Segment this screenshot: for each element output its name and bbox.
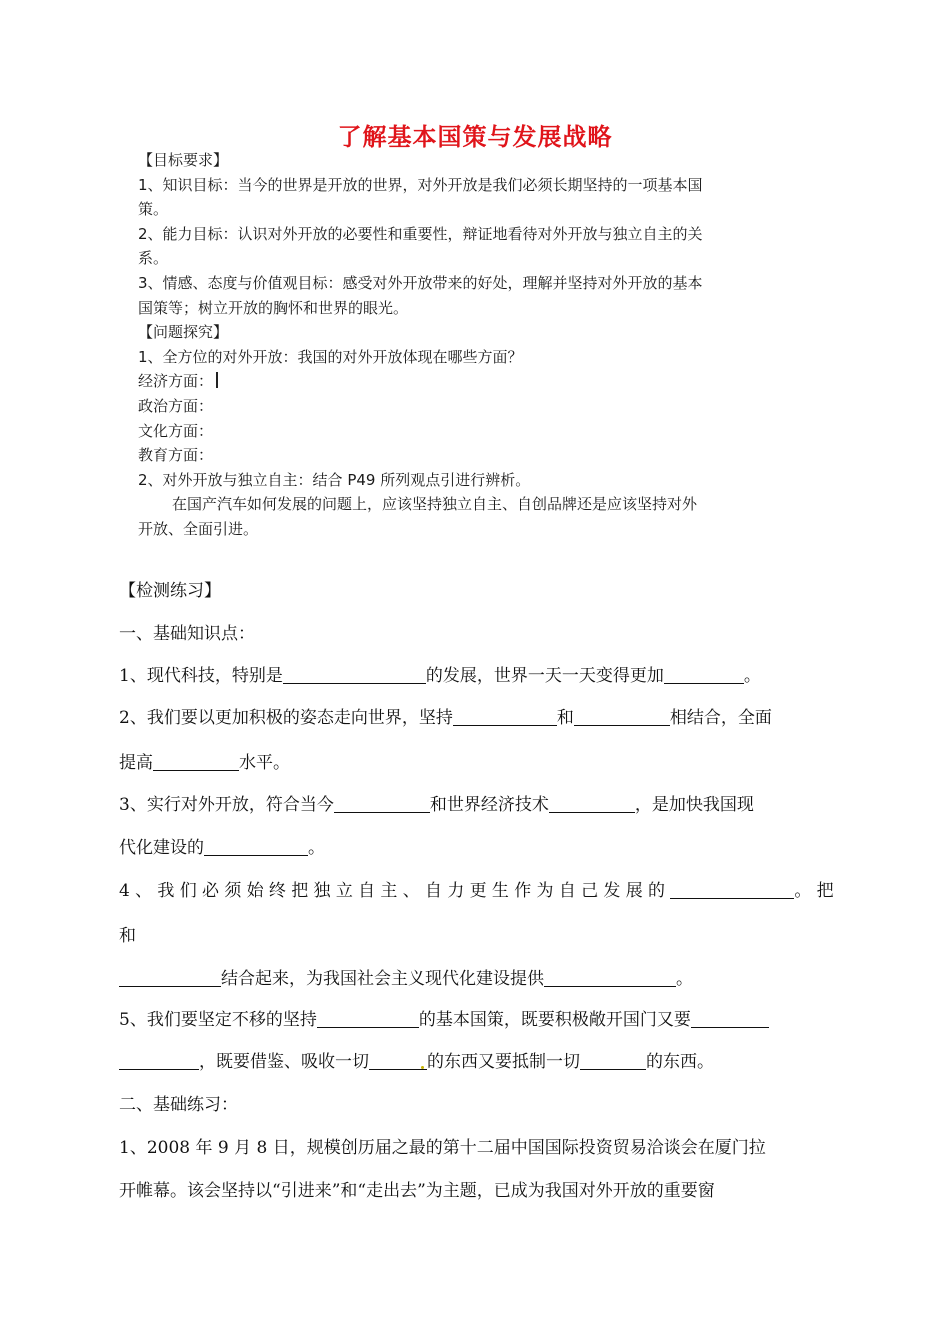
blank-field[interactable] xyxy=(691,1009,769,1028)
test-header: 【检测练习】 xyxy=(119,581,221,601)
item-1-text: 的发展，世界一天一天变得更加 xyxy=(425,666,664,686)
stray-dot-icon xyxy=(421,1066,424,1069)
goal-attitude: 3、情感、态度与价值观目标：感受对外开放带来的好处，理解并坚持对外开放的基本 xyxy=(138,273,703,292)
item-1-text: 1、现代科技，特别是 xyxy=(119,666,283,686)
item-5-text: 的基本国策，既要积极敞开国门又要 xyxy=(418,1010,691,1030)
economy-line xyxy=(138,369,768,394)
item-3-text: ，是加快我国现 xyxy=(634,795,754,815)
item-3 xyxy=(119,790,754,815)
item-4-and: 和 xyxy=(119,926,136,946)
item-1 xyxy=(119,661,761,686)
question-2-detail-cont: 开放、全面引进。 xyxy=(138,519,259,538)
item-2-text: 2、我们要以更加积极的姿态走向世界，坚持 xyxy=(119,708,453,728)
item-2-text: 和 xyxy=(556,708,574,728)
goal-attitude-cont: 国策等；树立开放的胸怀和世界的眼光。 xyxy=(138,298,409,317)
blank-field[interactable] xyxy=(574,707,670,726)
goal-knowledge-cont: 策。 xyxy=(138,200,169,219)
blank-field[interactable] xyxy=(334,794,430,813)
culture-label: 文化方面： xyxy=(138,421,214,440)
item-5-text: ，既要借鉴、吸收一切 xyxy=(199,1052,369,1072)
item-3-text: 。 xyxy=(308,838,325,858)
education-label: 教育方面： xyxy=(138,446,214,465)
section-basic-practice: 二、基础练习： xyxy=(119,1095,238,1115)
item-5-cont xyxy=(119,1047,714,1072)
question-2: 2、对外开放与独立自主：结合 P49 所列观点引进行辨析。 xyxy=(138,470,531,489)
blank-field[interactable] xyxy=(580,1051,646,1070)
blank-field[interactable] xyxy=(369,1051,427,1070)
goal-ability-cont: 系。 xyxy=(138,249,169,268)
goal-ability: 2、能力目标：认识对外开放的必要性和重要性，辩证地看待对外开放与独立自主的关 xyxy=(138,224,703,243)
section-basic-knowledge: 一、基础知识点： xyxy=(119,624,255,644)
item-2 xyxy=(119,703,772,728)
item-1-text: 。 xyxy=(743,666,761,686)
item-4 xyxy=(119,876,839,901)
goal-knowledge: 1、知识目标：当今的世界是开放的世界，对外开放是我们必须长期坚持的一项基本国 xyxy=(138,175,703,194)
item-3-text: 代化建设的 xyxy=(119,838,204,858)
item-5-text: 的东西。 xyxy=(646,1052,714,1072)
item-4-text: 结合起来，为我国社会主义现代化建设提供 xyxy=(221,969,544,989)
blank-field[interactable] xyxy=(153,752,239,771)
blank-field[interactable] xyxy=(119,968,221,987)
item-2-text: 相结合，全面 xyxy=(669,708,772,728)
item-3-text: 和世界经济技术 xyxy=(429,795,549,815)
question-2-detail: 在国产汽车如何发展的问题上，应该坚持独立自主、自创品牌还是应该坚持对外 xyxy=(172,495,698,514)
exercise-1: 1、2008 年 9 月 8 日，规模创历届之最的第十二届中国国际投资贸易洽谈会在厦门拉 xyxy=(119,1138,766,1158)
blank-field[interactable] xyxy=(119,1051,199,1070)
document-title: 了解基本国策与发展战略 xyxy=(337,123,613,151)
item-4-text: 4、我们必须始终把独立自主、自力更生作为自己发展的 xyxy=(119,881,671,901)
blank-field[interactable] xyxy=(317,1009,419,1028)
economy-label: 经济方面： xyxy=(138,372,214,391)
item-2-cont xyxy=(119,748,290,773)
blank-field[interactable] xyxy=(549,794,635,813)
item-4-text: 。把 xyxy=(794,881,839,901)
item-3-cont xyxy=(119,833,325,858)
scanned-objectives-block xyxy=(138,148,768,542)
explore-header: 【问题探究】 xyxy=(138,323,229,342)
question-1: 1、全方位的对外开放：我国的对外开放体现在哪些方面？ xyxy=(138,347,523,366)
item-4-cont xyxy=(119,964,693,989)
blank-field[interactable] xyxy=(283,665,426,684)
item-2-text: 水平。 xyxy=(239,753,290,773)
blank-field[interactable] xyxy=(453,707,557,726)
blank-field[interactable] xyxy=(204,837,308,856)
item-2-text: 提高 xyxy=(119,753,153,773)
blank-field[interactable] xyxy=(670,880,794,899)
goal-header: 【目标要求】 xyxy=(138,151,229,169)
item-5 xyxy=(119,1005,769,1030)
item-4-text: 。 xyxy=(676,969,693,989)
blank-field[interactable] xyxy=(664,665,744,684)
blank-field[interactable] xyxy=(544,968,676,987)
item-3-text: 3、实行对外开放，符合当今 xyxy=(119,795,334,815)
item-5-text: 5、我们要坚定不移的坚持 xyxy=(119,1010,317,1030)
text-cursor-icon xyxy=(216,372,218,388)
politics-label: 政治方面： xyxy=(138,396,214,415)
exercise-1-cont: 开帷幕。该会坚持以“引进来”和“走出去”为主题，已成为我国对外开放的重要窗 xyxy=(119,1181,715,1201)
item-5-text: 的东西又要抵制一切 xyxy=(427,1052,580,1072)
